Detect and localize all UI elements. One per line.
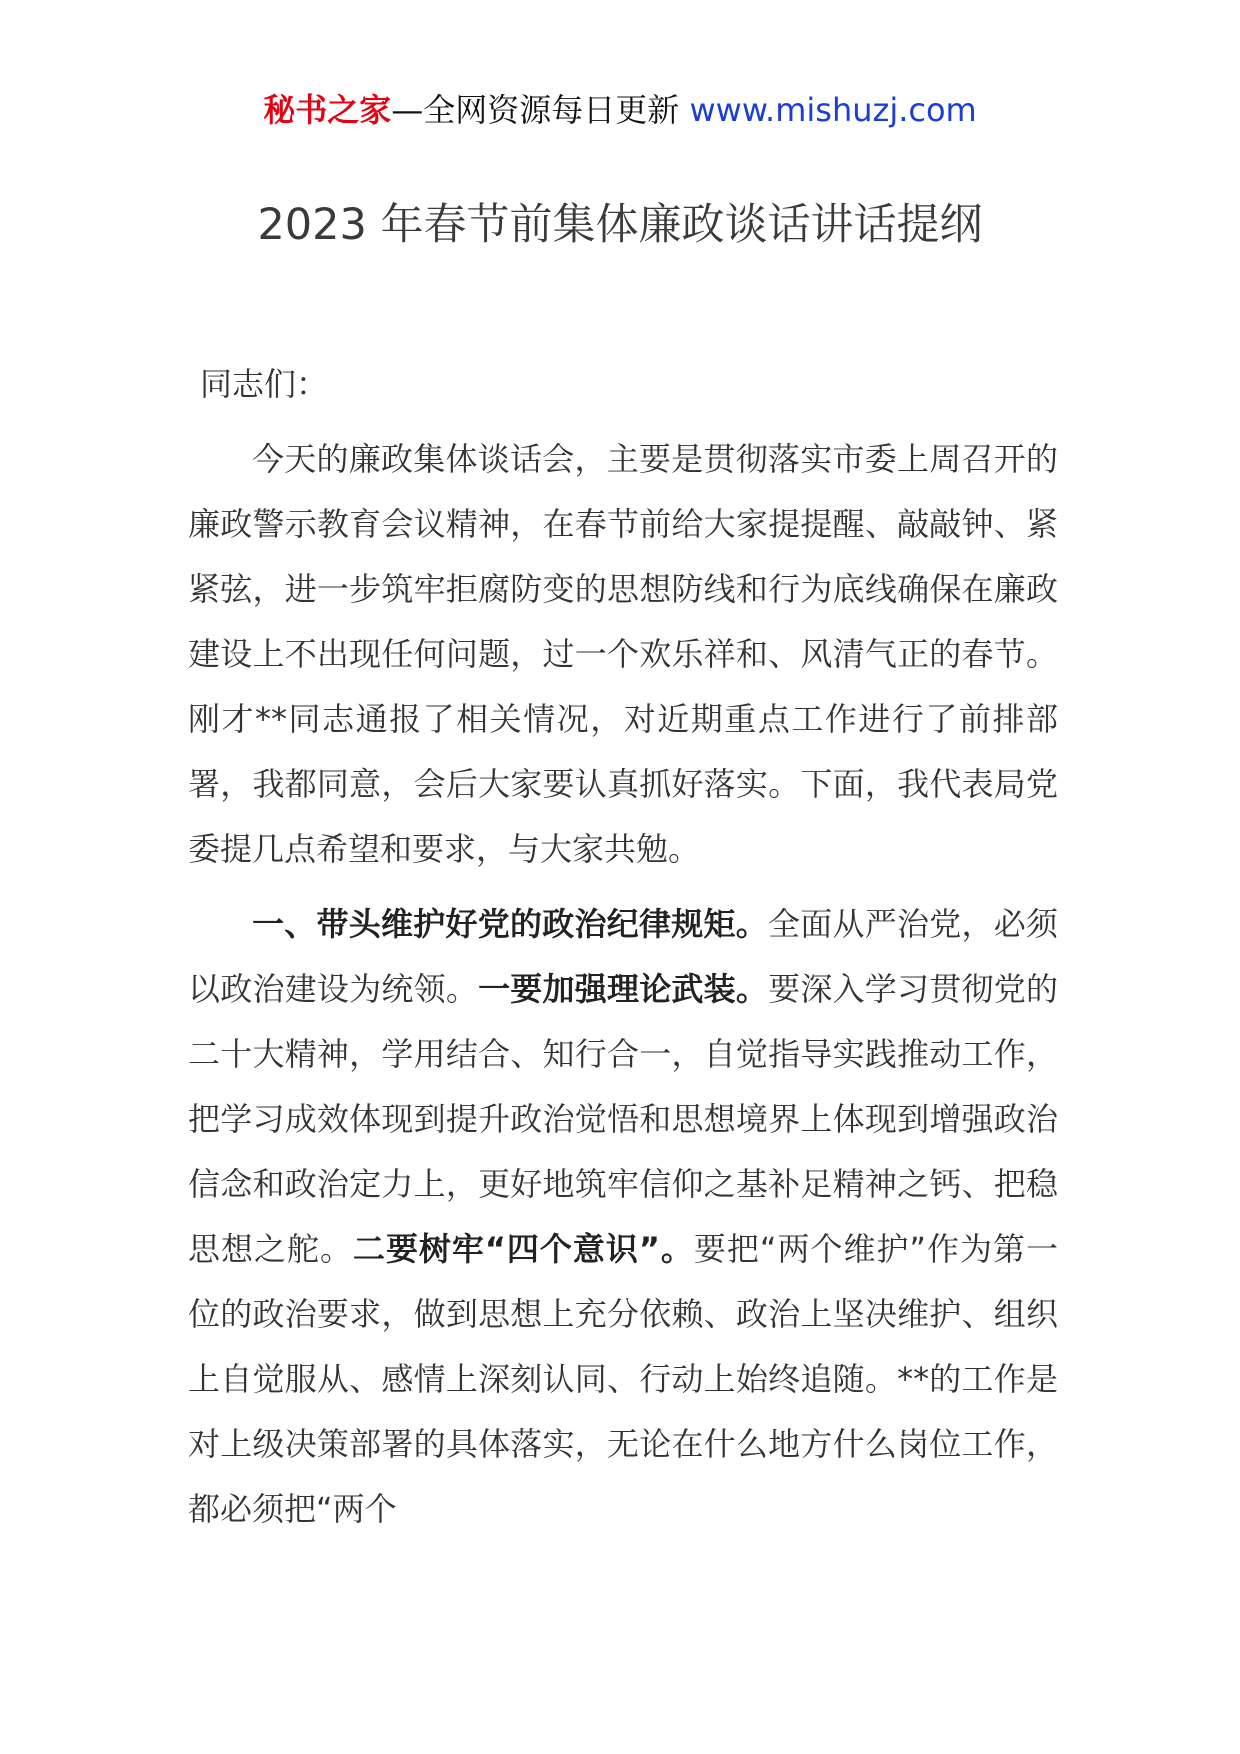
document-body	[188, 352, 1058, 1542]
site-url-link[interactable]: www.mishuzj.com	[689, 91, 977, 129]
subpoint-heading: 一要加强理论武装。	[478, 970, 769, 1008]
section-text: 要把“两个维护”作为第一位的政治要求，做到思想上充分依赖、政治上坚决维护、组织上自觉服从、感情上深刻认同、行动上始终追随。**的工作是对上级决策部署的具体落实，无论在什么地方什么岗位工作，都必须把“两个	[188, 1230, 1058, 1528]
document-title: 2023 年春节前集体廉政谈话讲话提纲	[257, 200, 983, 250]
site-header	[0, 88, 1240, 132]
section-text: 要深入学习贯彻党的二十大精神，学用结合、知行合一，自觉指导实践推动工作，把学习成效体现到提升政治觉悟和思想境界上体现到增强政治信念和政治定力上，更好地筑牢信仰之基补足精神之钙、把稳思想之舵。	[188, 970, 1058, 1268]
section-heading: 一、带头维护好党的政治纪律规矩。	[252, 905, 768, 943]
paragraph-section-one	[188, 892, 1058, 1542]
site-slogan: —全网资源每日更新	[391, 91, 680, 129]
salutation: 同志们：	[200, 365, 329, 403]
section-text: 全面从严治党，必须以政治建设为统领。	[188, 905, 1058, 1008]
site-brand: 秘书之家	[263, 91, 392, 129]
paragraph-intro: 今天的廉政集体谈话会，主要是贯彻落实市委上周召开的廉政警示教育会议精神，在春节前给大家提提醒、敲敲钟、紧紧弦，进一步筑牢拒腐防变的思想防线和行为底线确保在廉政建设上不出现任何问题，过一个欢乐祥和、风清气正的春节。刚才**同志通报了相关情况，对近期重点工作进行了前排部署，我都同意，会后大家要认真抓好落实。下面，我代表局党委提几点希望和要求，与大家共勉。	[188, 440, 1058, 868]
subpoint-heading: 二要树牢“四个意识”。	[352, 1230, 694, 1268]
